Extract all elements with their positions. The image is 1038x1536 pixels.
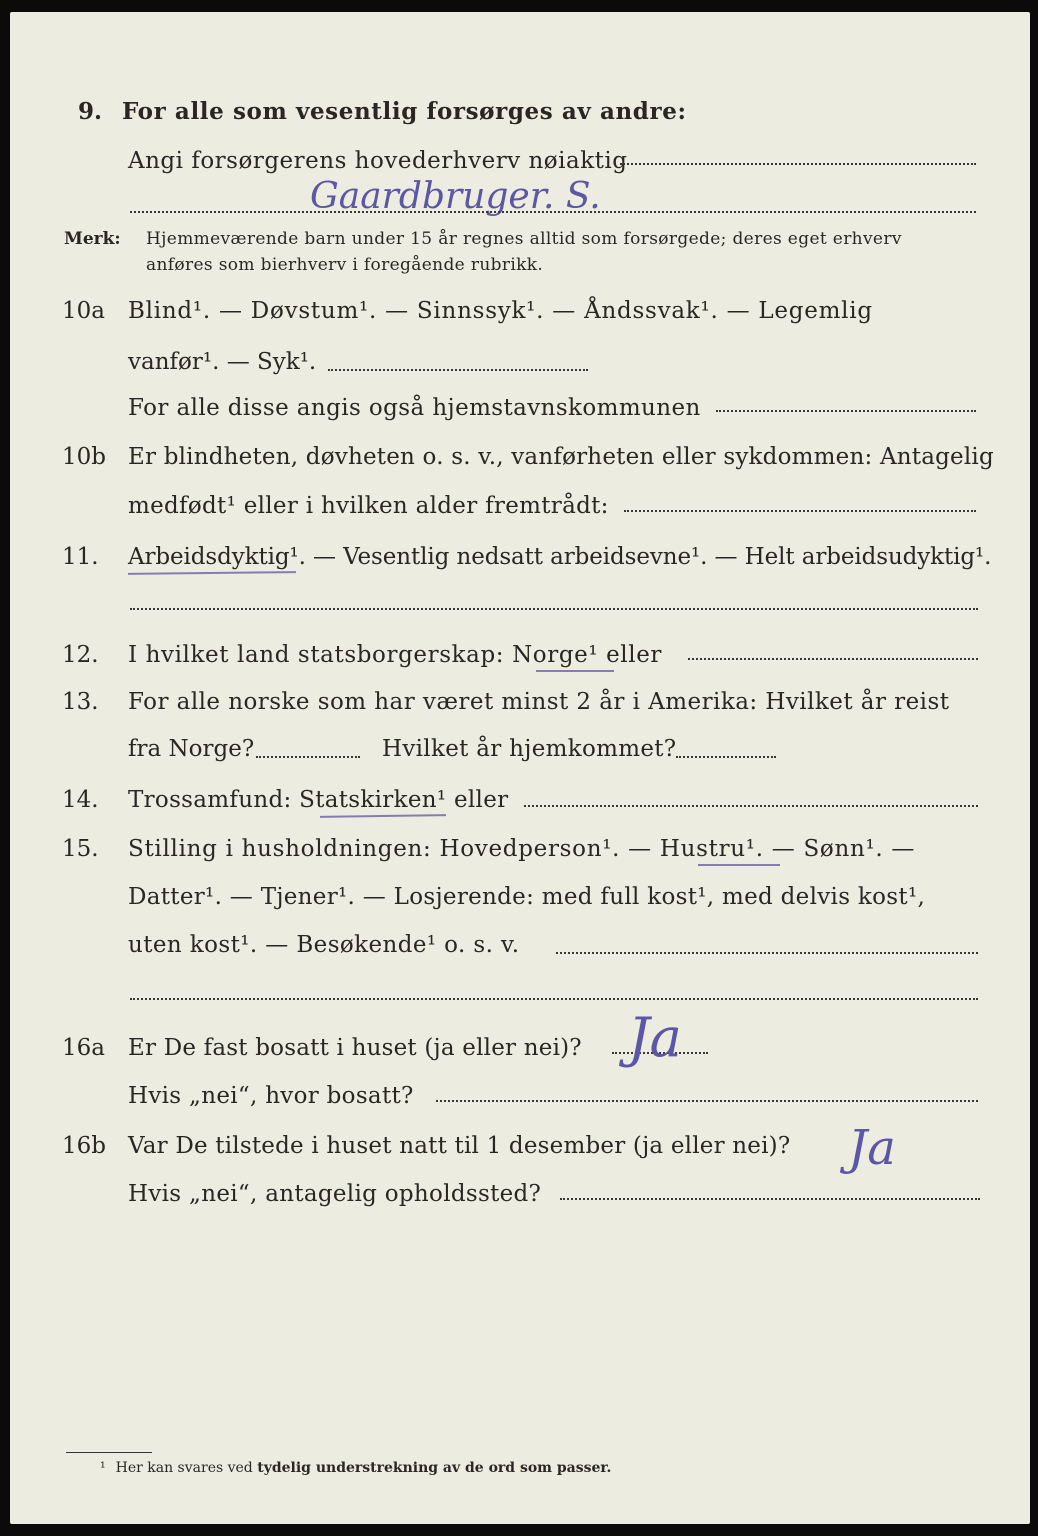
q11-answer-line [130,608,978,610]
q12-line-1: I hvilket land statsborgerskap: Norge¹ eller [128,642,663,668]
footnote-mark: ¹ [100,1460,106,1476]
q10b-answer-line [624,510,976,512]
q15-line-3: uten kost¹. — Besøkende¹ o. s. v. [128,932,520,958]
q13-returned-year-line [676,756,776,758]
q10a-line-3: For alle disse angis også hjemstavnskommunen [128,395,701,421]
q10b-number: 10b [62,444,106,470]
q15-line-2: Datter¹. — Tjener¹. — Losjerende: med full kost¹, med delvis kost¹, [128,884,926,910]
q9-number: 9. [78,98,103,125]
q9-heading: For alle som vesentlig forsørges av andre: [122,98,687,125]
q11-number: 11. [62,544,99,570]
q16b-handwritten-answer: Ja [848,1120,896,1176]
footnote-bold-text: tydelig understrekning av de ord som passer. [257,1460,612,1476]
q15-answer-line-1 [556,952,978,954]
q9-handwritten-answer: Gaardbruger. S. [310,176,601,217]
q16b-whereabouts-line [560,1198,980,1200]
q13-line-2b: Hvilket år hjemkommet? [382,736,677,762]
q13-line-2a: fra Norge? [128,736,255,762]
q12-number: 12. [62,642,99,668]
q15-handwritten-underline [698,864,780,866]
q16b-line-2: Hvis „nei“, antagelig opholdssted? [128,1181,542,1207]
q9-answer-line-2 [130,211,976,213]
footnote [100,1458,611,1478]
q16b-line-1: Var De tilstede i huset natt til 1 desember (ja eller nei)? [128,1133,791,1159]
q13-emigrated-year-line [256,756,360,758]
q14-number: 14. [62,787,99,813]
q16a-number: 16a [62,1035,105,1061]
q13-line-1: For alle norske som har været minst 2 år i Amerika: Hvilket år reist [128,689,950,715]
q9-answer-line-1 [620,163,976,165]
q12-answer-line [688,658,978,660]
q16a-handwritten-answer: Ja [628,1006,682,1069]
footnote-text: Her kan svares ved [115,1460,253,1476]
q14-answer-line [524,805,978,807]
q10a-answer-line [328,369,588,371]
q10b-line-1: Er blindheten, døvheten o. s. v., vanførheten eller sykdommen: Antagelig [128,444,994,470]
q10a-line-1: Blind¹. — Døvstum¹. — Sinnssyk¹. — Åndssvak¹. — Legemlig [128,298,873,324]
q16a-residence-line [436,1100,978,1102]
q9-prompt: Angi forsørgerens hovederhverv nøiaktig [128,148,628,174]
q13-number: 13. [62,689,99,715]
q15-line-1: Stilling i husholdningen: Hovedperson¹. — Hustru¹. — Sønn¹. — [128,836,916,862]
q16a-line-1: Er De fast bosatt i huset (ja eller nei)? [128,1035,582,1061]
merk-text-1: Hjemmeværende barn under 15 år regnes alltid som forsørgede; deres eget erhverv [146,229,902,249]
footnote-rule [66,1452,152,1453]
merk-text-2: anføres som bierhverv i foregående rubrikk. [146,255,544,275]
q10a-number: 10a [62,298,105,324]
q12-handwritten-underline [536,670,614,672]
q15-answer-line-2 [130,998,978,1000]
q16a-line-2: Hvis „nei“, hvor bosatt? [128,1083,414,1109]
q14-line-1: Trossamfund: Statskirken¹ eller [128,787,509,813]
q10a-home-municipality-line [716,410,976,412]
q15-number: 15. [62,836,99,862]
q11-line-1: Arbeidsdyktig¹. — Vesentlig nedsatt arbeidsevne¹. — Helt arbeidsudyktig¹. [128,544,992,570]
q10b-line-2: medfødt¹ eller i hvilken alder fremtrådt: [128,493,609,519]
merk-label: Merk: [64,229,121,249]
q16b-number: 16b [62,1133,106,1159]
q10a-line-2: vanfør¹. — Syk¹. [128,349,317,375]
